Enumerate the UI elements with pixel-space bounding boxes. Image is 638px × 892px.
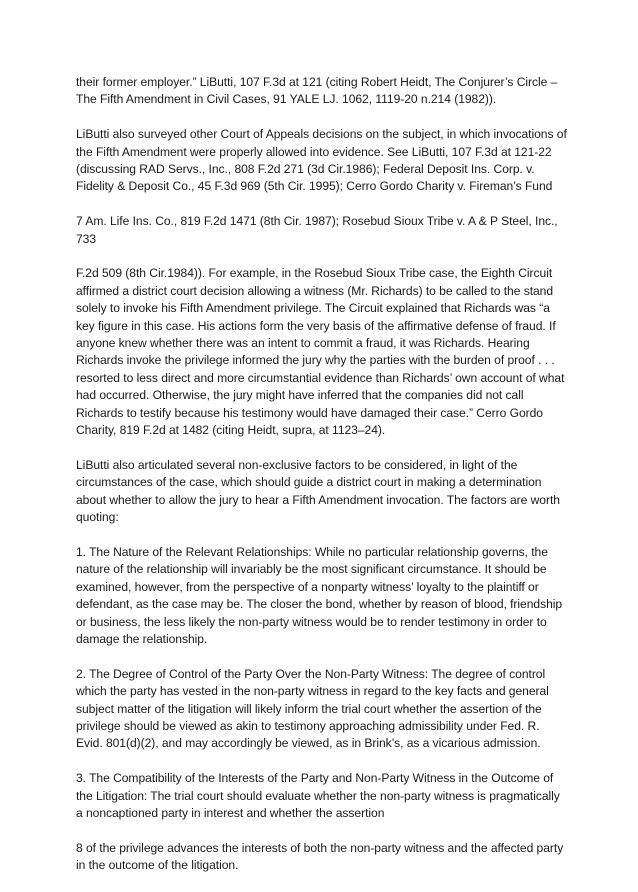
paragraph-libutti-factors-intro: LiButti also articulated several non-exclusive factors to be considered, in light of the circumstances of the case, which should guide a district court in making a determination about whether to allow the jury to hear a Fifth Amendment invocation. The factors are worth quoting: bbox=[76, 457, 560, 525]
paragraph-citation-heidt: their former employer.” LiButti, 107 F.3d at 121 (citing Robert Heidt, The Conjurer’s Circle – The Fifth Amendment in Civil Cases, 91 YALE LJ. 1062, 1119-20 n.214 (1982)). bbox=[76, 75, 558, 107]
paragraph-factor-2: 2. The Degree of Control of the Party Over the Non-Party Witness: The degree of control which the party has vested in the non-party witness in regard to the key facts and general subject matter of the litigation will likely inform the trial court whether the assertion of the privilege should be viewed as akin to testimony approaching admissibility under Fed. R. Evid. 801(d)(2), and may accordingly be viewed, as in Brink’s, as a vicarious admission. bbox=[76, 666, 549, 751]
paragraph-factor-3: 3. The Compatibility of the Interests of the Party and Non-Party Witness in the Outcome of the Litigation: The trial court should evaluate whether the non-party witness is pragmatically a noncaptioned party in interest and whether the assertion bbox=[76, 771, 560, 820]
paragraph-page-break-8: 8 of the privilege advances the interests of both the non-party witness and the affected party in the outcome of the litigation. bbox=[76, 840, 564, 873]
paragraph-factor-1: 1. The Nature of the Relevant Relationships: While no particular relationship governs, the nature of the relationship will invariably be the most significant circumstance. It should be examined, however, from the perspective of a nonparty witness’ loyalty to the plaintiff or defendant, as the case may be. The closer the bond, whether by reason of blood, friendship or business, the less likely the non-party witness would be to render testimony in order to damage the relationship. bbox=[76, 544, 563, 646]
document-page bbox=[76, 74, 568, 892]
paragraph-page-break-7: 7 Am. Life Ins. Co., 819 F.2d 1471 (8th Cir. 1987); Rosebud Sioux Tribe v. A & P Steel, Inc., 733 bbox=[76, 214, 558, 246]
paragraph-libutti-survey: LiButti also surveyed other Court of Appeals decisions on the subject, in which invocations of the Fifth Amendment were properly allowed into evidence. See LiButti, 107 F.3d at 121-22 (discussing RAD Servs., Inc., 808 F.2d 271 (3d Cir.1986); Federal Deposit Ins. Corp. v. Fidelity & Deposit Co., 45 F.3d 969 (5th Cir. 1995); Cerro Gordo Charity v. Fireman’s Fund bbox=[76, 127, 567, 194]
paragraph-rosebud-sioux: F.2d 509 (8th Cir.1984)). For example, in the Rosebud Sioux Tribe case, the Eighth Circuit affirmed a district court decision allowing a witness (Mr. Richards) to be called to the stand solely to invoke his Fifth Amendment privilege. The Circuit explained that Richards was “a key figure in this case. His actions form the very basis of the affirmative defense of fraud. If anyone knew whether there was an intent to commit a fraud, it was Richards. Hearing Richards invoke the privilege informed the jury why the parties with the burden of proof . . . resorted to less direct and more circumstantial evidence than Richards’ own account of what had occurred. Otherwise, the jury might have inferred that the companies did not call Richards to testify because his testimony would have damaged their case.” Cerro Gordo Charity, 819 F.2d at 1482 (citing Heidt, supra, at 1123–24). bbox=[76, 266, 565, 438]
